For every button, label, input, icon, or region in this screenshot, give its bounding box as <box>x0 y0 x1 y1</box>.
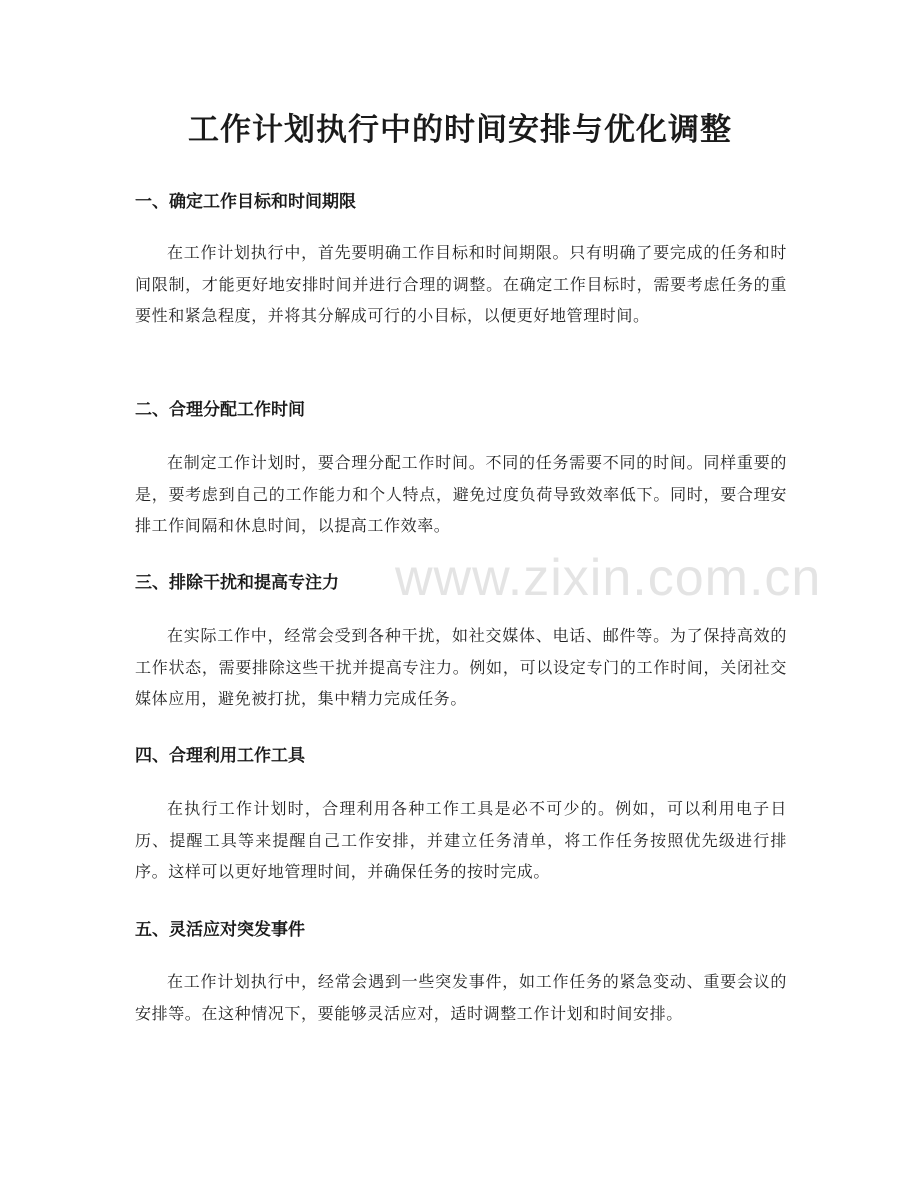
section-heading-3: 三、排除干扰和提高专注力 <box>135 573 339 593</box>
section-body-4: 在执行工作计划时，合理利用各种工作工具是必不可少的。例如，可以利用电子日历、提醒工具等来提醒自己工作安排，并建立任务清单，将工作任务按照优先级进行排序。这样可以更好地管理时间，并确保任务的按时完成。 <box>135 799 787 881</box>
section-body-3: 在实际工作中，经常会受到各种干扰，如社交媒体、电话、邮件等。为了保持高效的工作状态，需要排除这些干扰并提高专注力。例如，可以设定专门的工作时间，关闭社交媒体应用，避免被打扰，集中精力完成任务。 <box>135 626 787 708</box>
section-heading-5: 五、灵活应对突发事件 <box>135 920 305 940</box>
section-heading-1: 一、确定工作目标和时间期限 <box>135 192 356 212</box>
section-body-2: 在制定工作计划时，要合理分配工作时间。不同的任务需要不同的时间。同样重要的是，要考虑到自己的工作能力和个人特点，避免过度负荷导致效率低下。同时，要合理安排工作间隔和休息时间，以提高工作效率。 <box>135 453 787 535</box>
watermark: www.zixin.com.cn <box>395 549 822 607</box>
section-body-5: 在工作计划执行中，经常会遇到一些突发事件，如工作任务的紧急变动、重要会议的安排等。在这种情况下，要能够灵活应对，适时调整工作计划和时间安排。 <box>135 972 787 1023</box>
section-heading-2: 二、合理分配工作时间 <box>135 400 305 420</box>
section-body-1: 在工作计划执行中，首先要明确工作目标和时间期限。只有明确了要完成的任务和时间限制，才能更好地安排时间并进行合理的调整。在确定工作目标时，需要考虑任务的重要性和紧急程度，并将其分解成可行的小目标，以便更好地管理时间。 <box>135 243 787 325</box>
section-heading-4: 四、合理利用工作工具 <box>135 746 305 766</box>
page-title: 工作计划执行中的时间安排与优化调整 <box>188 112 732 148</box>
